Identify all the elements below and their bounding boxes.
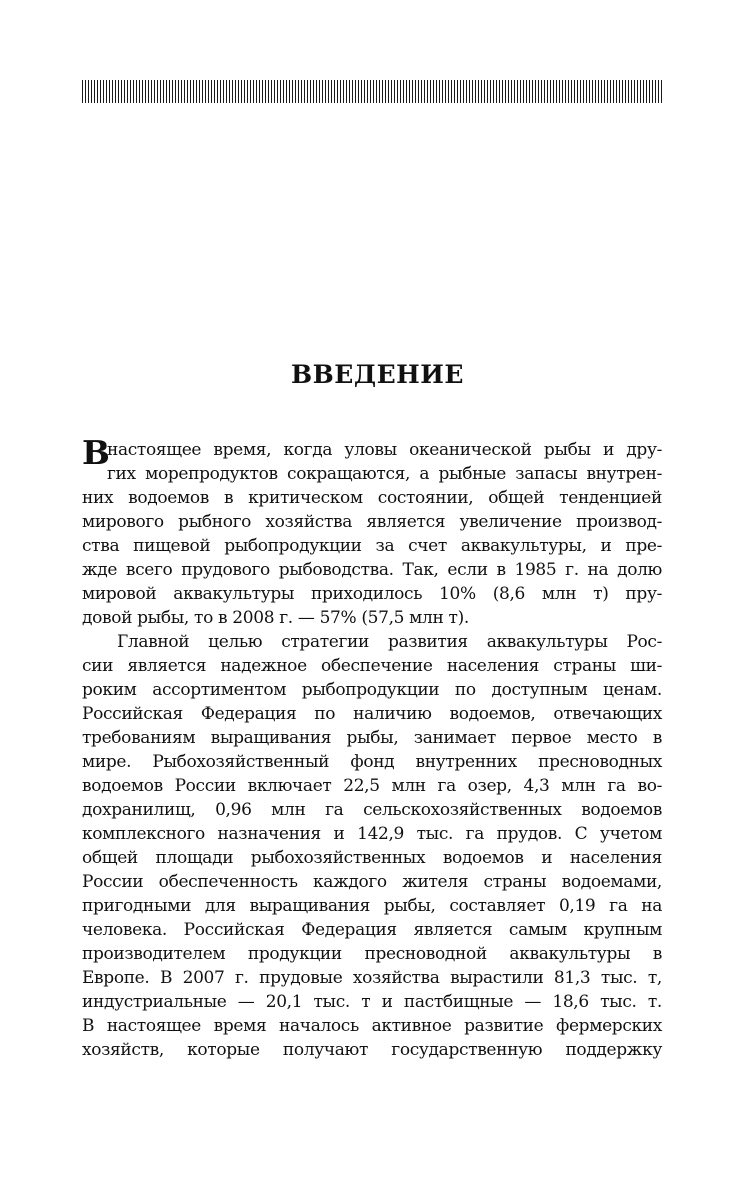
paragraph-1-line: гих морепродуктов сокращаются, а рыбные запасы внутрен- <box>107 464 662 484</box>
paragraph-2-line: Европе. В 2007 г. прудовые хозяйства вырастили 81,3 тыс. т, <box>82 968 662 988</box>
decorative-header-rule <box>82 80 662 103</box>
paragraph-2-line: производителем продукции пресноводной аквакультуры в <box>82 944 662 964</box>
paragraph-1-line: мировой аквакультуры приходилось 10% (8,6 млн т) пру- <box>82 584 662 604</box>
paragraph-2-line: Российская Федерация по наличию водоемов, отвечающих <box>82 704 662 724</box>
paragraph-2-line: сии является надежное обеспечение населения страны ши- <box>82 656 662 676</box>
paragraph-2-line: Главной целью стратегии развития аквакультуры Рос- <box>117 632 662 652</box>
paragraph-2-line: хозяйств, которые получают государственную поддержку <box>82 1040 662 1060</box>
paragraph-2-line: России обеспеченность каждого жителя страны водоемами, <box>82 872 662 892</box>
page-title: ВВЕДЕНИЕ <box>291 360 464 389</box>
paragraph-1-line: ства пищевой рыбопродукции за счет аквакультуры, и пре- <box>82 536 662 556</box>
paragraph-2-line: В настоящее время началось активное развитие фермерских <box>82 1016 662 1036</box>
paragraph-1-line: настоящее время, когда уловы океанической рыбы и дру- <box>107 440 662 460</box>
paragraph-1-line: мирового рыбного хозяйства является увеличение производ- <box>82 512 662 532</box>
paragraph-2-line: мире. Рыбохозяйственный фонд внутренних пресноводных <box>82 752 662 772</box>
paragraph-1-line: жде всего прудового рыбоводства. Так, если в 1985 г. на долю <box>82 560 662 580</box>
paragraph-2-line: общей площади рыбохозяйственных водоемов и населения <box>82 848 662 868</box>
paragraph-2-line: водоемов России включает 22,5 млн га озер, 4,3 млн га во- <box>82 776 662 796</box>
paragraph-2-line: комплексного назначения и 142,9 тыс. га прудов. С учетом <box>82 824 662 844</box>
paragraph-1-line: них водоемов в критическом состоянии, общей тенденцией <box>82 488 662 508</box>
paragraph-2-line: человека. Российская Федерация является самым крупным <box>82 920 662 940</box>
paragraph-2-line: требованиям выращивания рыбы, занимает первое место в <box>82 728 662 748</box>
drop-cap: В <box>82 433 110 472</box>
paragraph-1-line: довой рыбы, то в 2008 г. — 57% (57,5 млн т). <box>82 608 469 628</box>
paragraph-2-line: индустриальные — 20,1 тыс. т и пастбищные — 18,6 тыс. т. <box>82 992 662 1012</box>
paragraph-2-line: пригодными для выращивания рыбы, составляет 0,19 га на <box>82 896 662 916</box>
paragraph-2-line: дохранилищ, 0,96 млн га сельскохозяйственных водоемов <box>82 800 662 820</box>
paragraph-2-line: роким ассортиментом рыбопродукции по доступным ценам. <box>82 680 662 700</box>
